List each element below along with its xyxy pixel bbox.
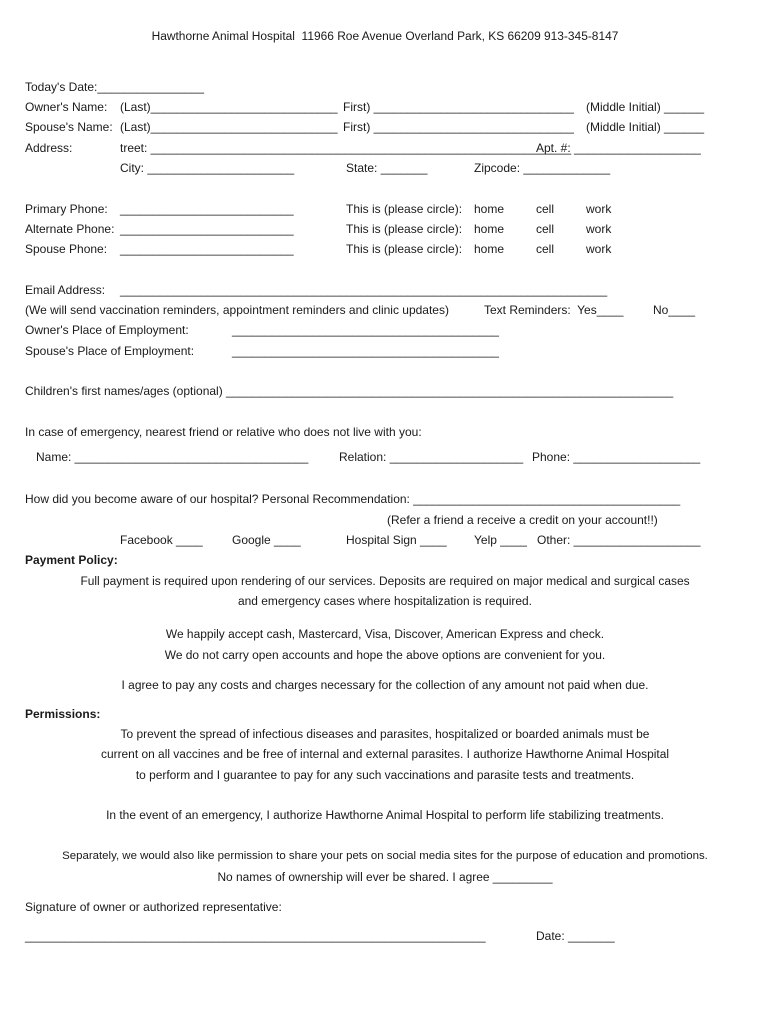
signature-date-field[interactable]: Date: _______ <box>536 929 615 943</box>
spouse-employment-field[interactable]: ________________________________________ <box>232 344 499 358</box>
referral-google-field[interactable]: Google ____ <box>232 533 301 547</box>
owner-first-field[interactable]: First) ______________________________ <box>343 100 574 114</box>
primary-phone-label: Primary Phone: <box>25 202 108 216</box>
primary-phone-home-option[interactable]: home <box>474 202 505 216</box>
spouse-last-field[interactable]: (Last)____________________________ <box>120 120 338 134</box>
alternate-phone-field[interactable]: __________________________ <box>120 222 294 236</box>
emergency-relation-field[interactable]: Relation: ____________________ <box>339 450 524 464</box>
alternate-phone-work-option[interactable]: work <box>586 222 612 236</box>
alternate-phone-home-option[interactable]: home <box>474 222 505 236</box>
referral-facebook-field[interactable]: Facebook ____ <box>120 533 203 547</box>
children-field[interactable]: Children's first names/ages (optional) ___________________________________________________________________ <box>25 384 674 398</box>
emergency-name-field[interactable]: Name: ___________________________________ <box>36 450 309 464</box>
payment-line-1: Full payment is required upon rendering of our services. Deposits are required on major medical and surgical cases <box>80 574 690 588</box>
permissions-agree-field[interactable]: No names of ownership will ever be shared. I agree _________ <box>217 870 553 884</box>
alternate-phone-cell-option[interactable]: cell <box>536 222 555 236</box>
spouse-phone-work-option[interactable]: work <box>586 242 612 256</box>
owner-name-label: Owner's Name: <box>25 100 108 114</box>
spouse-phone-field[interactable]: __________________________ <box>120 242 294 256</box>
signature-line[interactable]: _____________________________________________________________________ <box>25 929 486 943</box>
payment-line-4: We do not carry open accounts and hope the above options are convenient for you. <box>164 648 606 662</box>
permissions-line-2: current on all vaccines and be free of internal and external parasites. I authorize Hawthorne Animal Hospital <box>100 747 669 761</box>
owner-last-field[interactable]: (Last)____________________________ <box>120 100 338 114</box>
spouse-phone-circle-label: This is (please circle): <box>346 242 463 256</box>
spouse-employment-label: Spouse's Place of Employment: <box>25 344 195 358</box>
address-label: Address: <box>25 141 73 155</box>
zipcode-field[interactable]: Zipcode: _____________ <box>474 161 611 175</box>
state-field[interactable]: State: _______ <box>346 161 428 175</box>
email-label: Email Address: <box>25 283 106 297</box>
spouse-middle-field[interactable]: (Middle Initial) ______ <box>586 120 705 134</box>
referral-sign-field[interactable]: Hospital Sign ____ <box>346 533 447 547</box>
spouse-phone-cell-option[interactable]: cell <box>536 242 555 256</box>
primary-phone-circle-label: This is (please circle): <box>346 202 463 216</box>
permissions-line-1: To prevent the spread of infectious diseases and parasites, hospitalized or boarded animals must be <box>120 727 650 741</box>
primary-phone-field[interactable]: __________________________ <box>120 202 294 216</box>
spouse-first-field[interactable]: First) ______________________________ <box>343 120 574 134</box>
spouse-phone-label: Spouse Phone: <box>25 242 108 256</box>
primary-phone-work-option[interactable]: work <box>586 202 612 216</box>
referral-yelp-field[interactable]: Yelp ____ <box>474 533 527 547</box>
alternate-phone-circle-label: This is (please circle): <box>346 222 463 236</box>
email-field[interactable]: _________________________________________________________________________ <box>120 283 608 297</box>
street-field[interactable]: treet: _______________________________________________________________ <box>120 141 572 155</box>
spouse-name-label: Spouse's Name: <box>25 120 113 134</box>
text-reminders-yes-field[interactable]: Text Reminders: Yes____ <box>484 303 624 317</box>
permissions-heading: Permissions: <box>25 707 101 721</box>
permissions-line-3: to perform and I guarantee to pay for any such vaccinations and parasite tests and treatments. <box>135 768 635 782</box>
permissions-social-media-line: Separately, we would also like permission to share your pets on social media sites for the purpose of education and promotions. <box>62 850 708 862</box>
owner-middle-field[interactable]: (Middle Initial) ______ <box>586 100 705 114</box>
todays-date-field[interactable]: Today's Date:________________ <box>25 80 205 94</box>
payment-agreement: I agree to pay any costs and charges necessary for the collection of any amount not paid when due. <box>121 678 649 692</box>
emergency-phone-field[interactable]: Phone: ___________________ <box>532 450 701 464</box>
payment-heading: Payment Policy: <box>25 553 118 567</box>
email-note: (We will send vaccination reminders, appointment reminders and clinic updates) <box>25 303 449 317</box>
emergency-intro: In case of emergency, nearest friend or relative who does not live with you: <box>25 425 422 439</box>
referral-question-field[interactable]: How did you become aware of our hospital? Personal Recommendation: ________________________________________ <box>25 492 681 506</box>
owner-employment-label: Owner's Place of Employment: <box>25 323 189 337</box>
payment-line-3: We happily accept cash, Mastercard, Visa, Discover, American Express and check. <box>165 627 605 641</box>
signature-label: Signature of owner or authorized representative: <box>25 900 282 914</box>
hospital-header: Hawthorne Animal Hospital 11966 Roe Avenue Overland Park, KS 66209 913-345-8147 <box>151 29 619 43</box>
alternate-phone-label: Alternate Phone: <box>25 222 115 236</box>
referral-other-field[interactable]: Other: ___________________ <box>537 533 701 547</box>
owner-employment-field[interactable]: ________________________________________ <box>232 323 499 337</box>
payment-line-2: and emergency cases where hospitalization is required. <box>238 594 532 608</box>
referral-note: (Refer a friend a receive a credit on your account!!) <box>387 513 658 527</box>
text-reminders-no-field[interactable]: No____ <box>653 303 696 317</box>
city-field[interactable]: City: ______________________ <box>120 161 295 175</box>
permissions-emergency-line: In the event of an emergency, I authorize Hawthorne Animal Hospital to perform life stabilizing treatments. <box>106 808 664 822</box>
apt-field[interactable]: Apt. #: ___________________ <box>536 141 701 155</box>
primary-phone-cell-option[interactable]: cell <box>536 202 555 216</box>
spouse-phone-home-option[interactable]: home <box>474 242 505 256</box>
